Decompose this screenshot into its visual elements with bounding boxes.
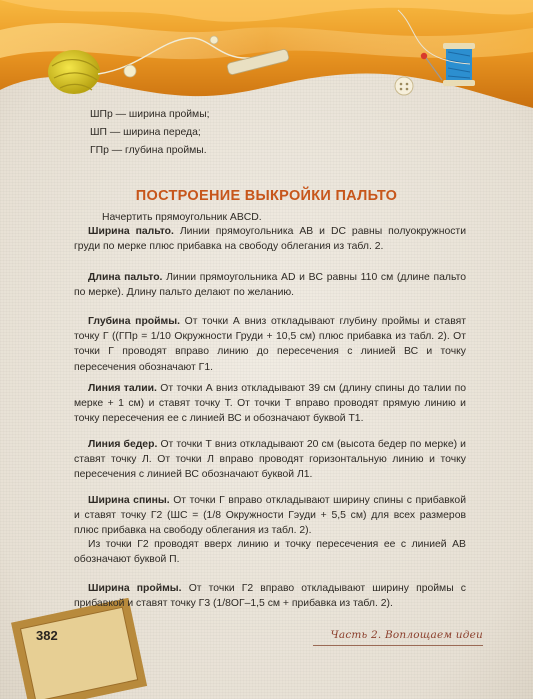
paragraph-lead: Линия талии.	[88, 383, 157, 394]
paragraph-lead: Линия бедер.	[88, 439, 158, 450]
paragraph-coat-width	[74, 224, 466, 254]
paragraph-armhole-depth	[74, 314, 466, 375]
paragraph-back-width-continued	[74, 537, 466, 567]
paragraph-waist-line	[74, 381, 466, 427]
list-item: ШПр — ширина проймы;	[90, 109, 210, 120]
paragraph-armhole-width	[74, 581, 466, 611]
paragraph-lead: Ширина пальто.	[88, 226, 174, 237]
paragraph-back-width	[74, 493, 466, 539]
paragraph-text: От точки А вниз откладывают глубину проймы и ставят точку Г ((ГПр = 1/10 Окружности Груди + 10,5 см) плюс прибавка из табл. 2). От точки Г проводят вправо линию до пересечения с линией ВС и точку пересечения обозначают Г1.	[74, 316, 466, 373]
list-item: ГПр — глубина проймы.	[90, 145, 207, 156]
page-number: 382	[36, 628, 58, 643]
paragraph-text: От точки Т вниз откладывают 20 см (высота бедер по мерке) и ставят точку Л. От точки Л вправо проводят горизонтальную линию и точку пересечения с линией ВС обозначают буквой Л1.	[74, 439, 466, 481]
paragraph-text: Из точки Г2 проводят вверх линию и точку пересечения ее с линией АВ обозначают буквой П.	[74, 539, 466, 566]
paragraph-text: Линии прямоугольника AD и BC равны 110 см (длине пальто по мерке). Длину пальто делают по желанию.	[74, 272, 466, 299]
paragraph-lead: Ширина проймы.	[88, 583, 182, 594]
intro-paragraph	[74, 210, 466, 225]
paragraph-coat-length	[74, 270, 466, 300]
section-heading: ПОСТРОЕНИЕ ВЫКРОЙКИ ПАЛЬТО	[135, 188, 398, 204]
chapter-title: Часть 2. Воплощаем идеи	[330, 629, 483, 641]
abbreviation-list	[90, 106, 210, 160]
footer-divider	[313, 645, 483, 646]
paragraph-lead: Ширина спины.	[88, 495, 170, 506]
paragraph-hip-line	[74, 437, 466, 483]
paragraph-lead: Глубина проймы.	[88, 316, 180, 327]
paragraph-text: От точки А вниз откладывают 39 см (длину спины до талии по мерке + 1 см) и ставят точку Т. От точки Т вправо проводят прямую линию и точку пересечения ее с линией ВС и обозначают буквой Т1.	[74, 383, 466, 425]
list-item: ШП — ширина переда;	[90, 127, 201, 138]
paragraph-text: От точки Г2 вправо откладывают ширину проймы с прибавкой и ставят точку Г3 (1/8ОГ–1,5 см + прибавка из табл. 2).	[74, 583, 466, 610]
paragraph-lead: Длина пальто.	[88, 272, 163, 283]
intro-text: Начертить прямоугольник ABCD.	[102, 212, 262, 223]
paragraph-text: Линии прямоугольника AB и DC равны полуокружности груди по мерке плюс прибавка на свободу облегания из табл. 2.	[74, 226, 466, 253]
paragraph-text: От точки Г вправо откладывают ширину спины с прибавкой и ставят точку Г2 (ШС = (1/8 Окружности Гэуди + 5,5 см) для всех размеров плюс прибавка на свободу облегания из табл. 2).	[74, 495, 466, 537]
